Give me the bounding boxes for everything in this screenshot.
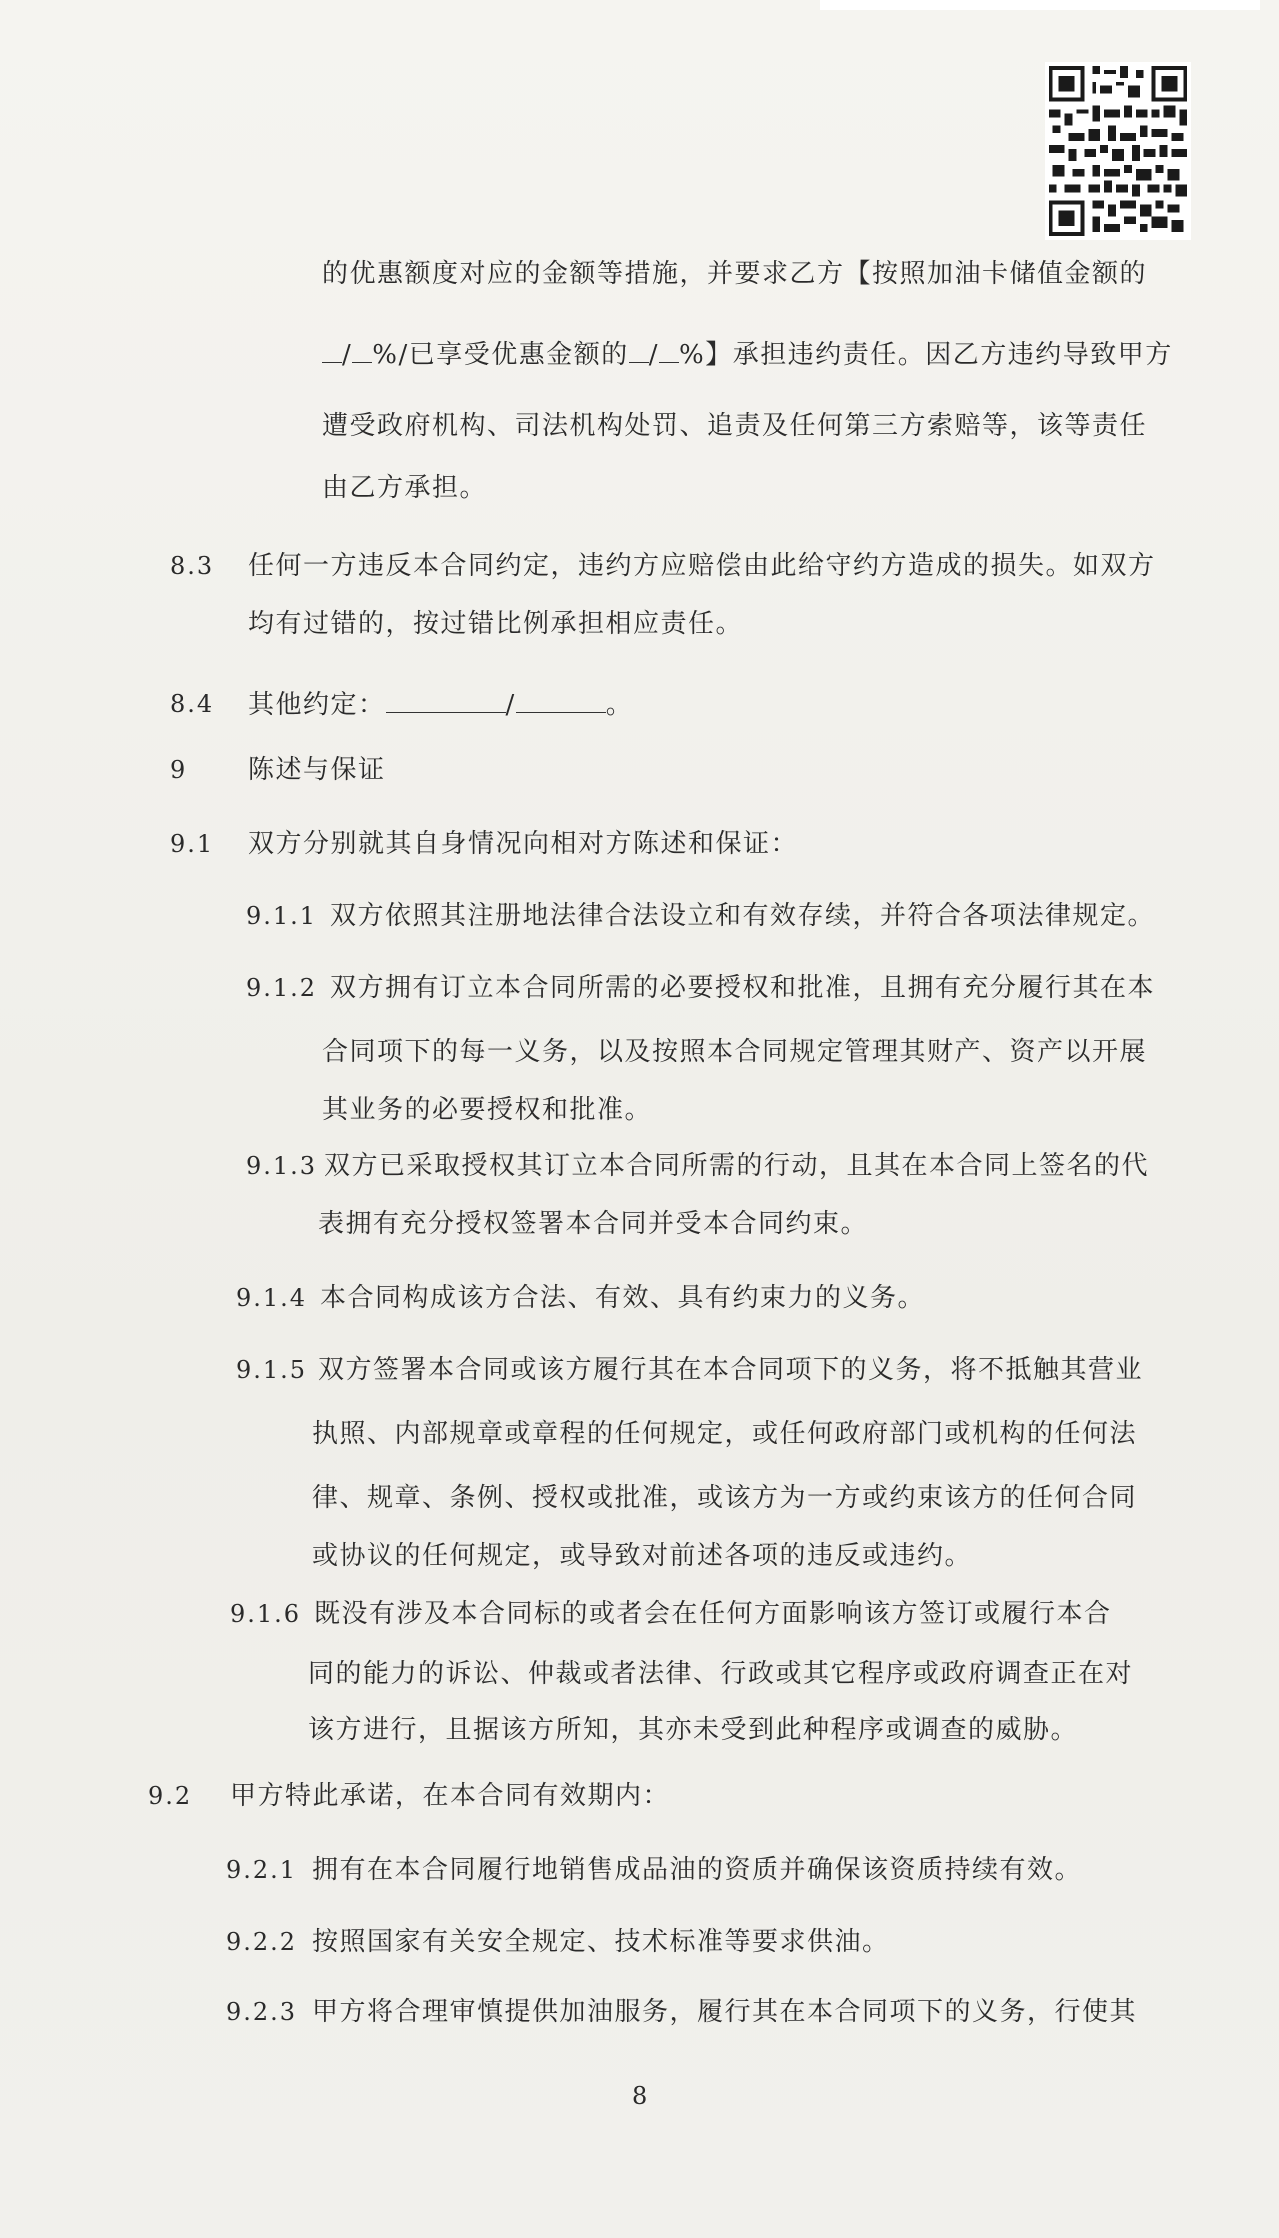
qr-code-icon <box>1044 62 1192 240</box>
clause-number: 9.1 <box>170 830 215 858</box>
paragraph-line: 拥有在本合同履行地销售成品油的资质并确保该资质持续有效。 <box>312 1855 1083 1885</box>
paragraph-line: 甲方特此承诺，在本合同有效期内： <box>230 1781 671 1811</box>
paragraph-line: 同的能力的诉讼、仲裁或者法律、行政或其它程序或政府调查正在对 <box>308 1659 1134 1689</box>
blank-value: / <box>648 340 659 370</box>
paragraph-line <box>248 686 633 723</box>
blank-field <box>352 336 372 363</box>
paragraph-line: 甲方将合理审慎提供加油服务，履行其在本合同项下的义务，行使其 <box>312 1997 1138 2027</box>
paragraph-line: 均有过错的，按过错比例承担相应责任。 <box>248 609 744 639</box>
clause-number: 9.1.2 <box>246 974 318 1002</box>
clause-number: 9.2.2 <box>226 1928 298 1956</box>
paragraph-line: 双方分别就其自身情况向相对方陈述和保证： <box>248 829 799 859</box>
blank-field <box>322 336 342 363</box>
paragraph-line: 的优惠额度对应的金额等措施，并要求乙方【按照加油卡储值金额的 <box>322 259 1148 289</box>
blank-value: / <box>342 340 353 370</box>
blank-field <box>516 686 606 713</box>
paragraph-line: 或协议的任何规定，或导致对前述各项的违反或违约。 <box>312 1541 973 1571</box>
paragraph-line: 既没有涉及本合同标的或者会在任何方面影响该方签订或履行本合 <box>314 1599 1112 1629</box>
paragraph-line: 执照、内部规章或章程的任何规定，或任何政府部门或机构的任何法 <box>312 1419 1138 1449</box>
paragraph-line: 本合同构成该方合法、有效、具有约束力的义务。 <box>320 1283 926 1313</box>
clause-number: 9.1.3 <box>246 1152 318 1180</box>
paragraph-line: 任何一方违反本合同约定，违约方应赔偿由此给守约方造成的损失。如双方 <box>248 551 1156 581</box>
paragraph-line: 该方进行，且据该方所知，其亦未受到此种程序或调查的威胁。 <box>308 1715 1079 1745</box>
paragraph-line: 双方依照其注册地法律合法设立和有效存续，并符合各项法律规定。 <box>330 901 1156 931</box>
text-run: 。 <box>605 690 634 720</box>
scan-edge <box>820 0 1260 10</box>
text-run: %】承担违约责任。因乙方违约导致甲方 <box>679 340 1173 370</box>
paragraph-line: 其业务的必要授权和批准。 <box>322 1095 653 1125</box>
section-title: 陈述与保证 <box>248 755 386 785</box>
blank-field <box>659 336 679 363</box>
clause-number: 8.3 <box>170 552 215 580</box>
text-run: 其他约定： <box>248 690 386 720</box>
clause-number: 9.1.5 <box>236 1356 308 1384</box>
paragraph-line: 由乙方承担。 <box>322 473 488 503</box>
clause-number: 8.4 <box>170 690 215 718</box>
blank-field <box>386 686 506 713</box>
paragraph-line: 遭受政府机构、司法机构处罚、追责及任何第三方索赔等，该等责任 <box>322 411 1148 441</box>
page-number: 8 <box>632 2082 648 2110</box>
paragraph-line: 合同项下的每一义务，以及按照本合同规定管理其财产、资产以开展 <box>322 1037 1148 1067</box>
section-number: 9 <box>170 756 188 784</box>
clause-number: 9.2.1 <box>226 1856 298 1884</box>
clause-number: 9.2 <box>148 1782 193 1810</box>
paragraph-line: 双方拥有订立本合同所需的必要授权和批准，且拥有充分履行其在本 <box>330 973 1156 1003</box>
paragraph-line: 双方已采取授权其订立本合同所需的行动，且其在本合同上签名的代 <box>324 1151 1150 1181</box>
paragraph-line <box>322 336 1173 373</box>
clause-number: 9.1.6 <box>230 1600 302 1628</box>
blank-value: / <box>505 690 516 720</box>
paragraph-line: 双方签署本合同或该方履行其在本合同项下的义务，将不抵触其营业 <box>318 1355 1144 1385</box>
clause-number: 9.1.4 <box>236 1284 308 1312</box>
paragraph-line: 按照国家有关安全规定、技术标准等要求供油。 <box>312 1927 890 1957</box>
text-run: %/已享受优惠金额的 <box>372 340 629 370</box>
clause-number: 9.2.3 <box>226 1998 298 2026</box>
paragraph-line: 表拥有充分授权签署本合同并受本合同约束。 <box>318 1209 869 1239</box>
clause-number: 9.1.1 <box>246 902 318 930</box>
paragraph-line: 律、规章、条例、授权或批准，或该方为一方或约束该方的任何合同 <box>312 1483 1138 1513</box>
blank-field <box>629 336 649 363</box>
